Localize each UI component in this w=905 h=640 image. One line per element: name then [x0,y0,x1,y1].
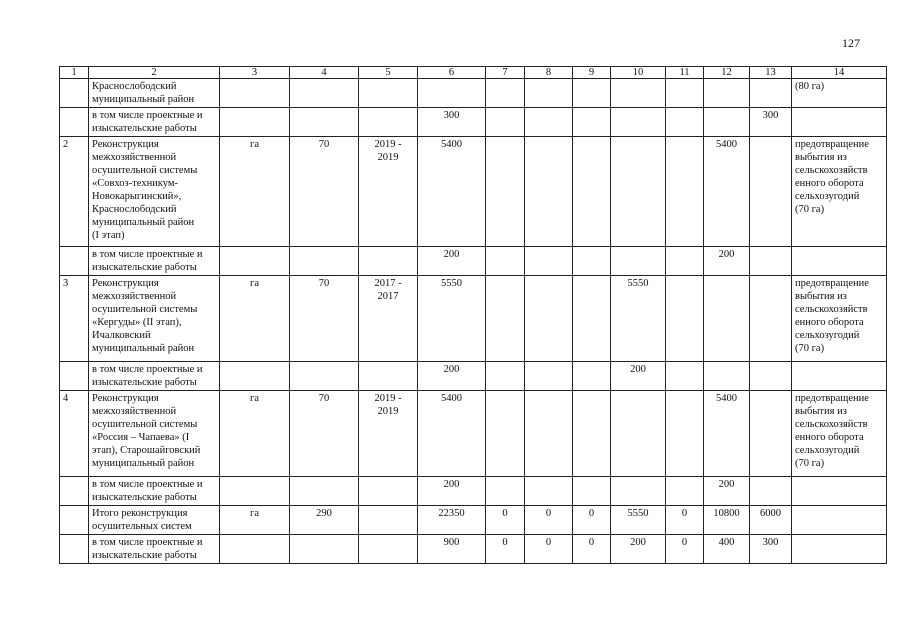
table-cell [290,362,359,391]
table-cell [792,535,887,564]
table-row [60,247,887,276]
table-cell [611,137,666,247]
table-cell: в том числе проектные и изыскательские работы [89,477,220,506]
table-cell: 5550 [611,276,666,362]
table-cell [573,477,611,506]
table-cell: 22350 [418,506,486,535]
table-cell [792,108,887,137]
table-cell [486,391,525,477]
table-cell [573,108,611,137]
table-cell: га [220,276,290,362]
table-cell [573,79,611,108]
table-cell: 0 [666,506,704,535]
table-cell [525,247,573,276]
table-cell: предотвращение выбытия из сельскохозяйств енного оборота сельхозугодий (70 га) [792,391,887,477]
table-cell [359,247,418,276]
header-cell-2: 2 [89,67,220,79]
table-cell [611,247,666,276]
table-cell: 2017 - 2017 [359,276,418,362]
table-cell: 200 [418,362,486,391]
table-cell [290,108,359,137]
table-cell [704,79,750,108]
table-cell: га [220,391,290,477]
table-cell: 200 [704,477,750,506]
table-cell [486,247,525,276]
table-cell [573,362,611,391]
table-row [60,79,887,108]
table-cell: га [220,506,290,535]
table-row [60,137,887,247]
table-cell [60,79,89,108]
table-cell [486,276,525,362]
table-cell [486,108,525,137]
table-cell: 200 [611,535,666,564]
table-cell [359,108,418,137]
table-cell [60,108,89,137]
table-cell [359,506,418,535]
table-cell [573,247,611,276]
table-cell [525,477,573,506]
table-cell: 300 [750,108,792,137]
table-cell: га [220,137,290,247]
page-number: 127 [842,36,860,50]
table-cell: 0 [486,535,525,564]
table-cell: 5550 [418,276,486,362]
table-cell [60,535,89,564]
table-cell: 5400 [418,137,486,247]
table-cell: 0 [573,506,611,535]
table-cell [573,137,611,247]
table-cell: 4 [60,391,89,477]
table-cell [792,247,887,276]
table-cell [290,535,359,564]
table-cell: 2019 - 2019 [359,391,418,477]
table-cell [573,391,611,477]
table-cell: в том числе проектные и изыскательские работы [89,535,220,564]
table-row [60,362,887,391]
table-cell [704,276,750,362]
table-cell [666,247,704,276]
table-cell: Итого реконструкция осушительных систем [89,506,220,535]
header-cell-12: 12 [704,67,750,79]
header-cell-14: 14 [792,67,887,79]
table-cell [220,477,290,506]
table-cell: 290 [290,506,359,535]
table-cell [666,108,704,137]
table-cell: в том числе проектные и изыскательские работы [89,247,220,276]
table-cell [359,79,418,108]
header-cell-9: 9 [573,67,611,79]
table-cell [60,362,89,391]
header-row [60,67,887,79]
table-cell [418,79,486,108]
table-cell [792,506,887,535]
header-cell-3: 3 [220,67,290,79]
table-cell: Реконструкция межхозяйственной осушительной системы «Россия – Чапаева» (I этап), Старошайговский муниципальный район [89,391,220,477]
table-row [60,477,887,506]
table-cell [611,108,666,137]
header-cell-11: 11 [666,67,704,79]
table-cell [220,535,290,564]
table-cell: Реконструкция межхозяйственной осушительной системы «Кергуды» (II этап), Ичалковский муниципальный район [89,276,220,362]
table-cell: 70 [290,276,359,362]
table-cell: 2 [60,137,89,247]
table-cell [220,362,290,391]
table-cell: Реконструкция межхозяйственной осушительной системы «Совхоз-техникум- Новокарыгинский», Краснослободский муниципальный район (I этап) [89,137,220,247]
table-cell [750,247,792,276]
table-cell [486,79,525,108]
table-cell [525,108,573,137]
table-row [60,391,887,477]
table-cell [750,477,792,506]
table-cell: 70 [290,391,359,477]
table-cell [666,137,704,247]
table-row [60,108,887,137]
table-cell [290,477,359,506]
table-cell [525,362,573,391]
table-cell [60,247,89,276]
table-cell: 5400 [704,137,750,247]
table-cell: 400 [704,535,750,564]
table-cell [666,79,704,108]
table-cell [792,477,887,506]
table-cell [525,276,573,362]
table-cell: (80 га) [792,79,887,108]
table-cell: предотвращение выбытия из сельскохозяйств енного оборота сельхозугодий (70 га) [792,137,887,247]
table-cell [750,137,792,247]
table-cell [750,79,792,108]
header-cell-6: 6 [418,67,486,79]
table-cell [220,108,290,137]
table-cell [290,247,359,276]
header-cell-5: 5 [359,67,418,79]
table-cell: 6000 [750,506,792,535]
table-cell [666,477,704,506]
table-cell: 0 [486,506,525,535]
table-cell: 200 [704,247,750,276]
table-cell: 200 [418,247,486,276]
table-row [60,535,887,564]
table-cell [666,362,704,391]
table-cell [525,79,573,108]
table-cell: 5550 [611,506,666,535]
table-cell [666,391,704,477]
table-cell [611,477,666,506]
header-cell-4: 4 [290,67,359,79]
table-cell: 3 [60,276,89,362]
table-cell: 300 [418,108,486,137]
table-cell: 2019 - 2019 [359,137,418,247]
table-cell: 300 [750,535,792,564]
table-cell [220,247,290,276]
table-cell [525,137,573,247]
table-cell: 70 [290,137,359,247]
table-cell: 5400 [418,391,486,477]
table-cell [573,276,611,362]
table-cell [611,79,666,108]
table-cell [750,362,792,391]
table-cell [750,391,792,477]
table-cell [290,79,359,108]
table-cell: 900 [418,535,486,564]
table-cell [486,362,525,391]
header-cell-8: 8 [525,67,573,79]
table-cell [60,477,89,506]
table-cell: 0 [573,535,611,564]
header-cell-13: 13 [750,67,792,79]
table-cell: 200 [418,477,486,506]
header-cell-10: 10 [611,67,666,79]
table-cell: предотвращение выбытия из сельскохозяйств енного оборота сельхозугодий (70 га) [792,276,887,362]
table-row [60,506,887,535]
table-cell [750,276,792,362]
table-cell [611,391,666,477]
document-table [59,66,887,564]
table-cell [486,137,525,247]
table-cell [486,477,525,506]
table-cell [60,506,89,535]
table-cell: в том числе проектные и изыскательские работы [89,108,220,137]
table-cell: 0 [525,506,573,535]
table-row [60,276,887,362]
header-cell-7: 7 [486,67,525,79]
table-cell: в том числе проектные и изыскательские работы [89,362,220,391]
table-cell [704,108,750,137]
table-cell: 5400 [704,391,750,477]
table-cell: Краснослободский муниципальный район [89,79,220,108]
table-cell [359,362,418,391]
table-cell: 200 [611,362,666,391]
header-cell-1: 1 [60,67,89,79]
table-cell [525,391,573,477]
table-cell [704,362,750,391]
table-cell [359,535,418,564]
table-cell: 0 [525,535,573,564]
table-cell [666,276,704,362]
table-cell [792,362,887,391]
table-cell [359,477,418,506]
table-cell: 0 [666,535,704,564]
table-cell: 10800 [704,506,750,535]
table-cell [220,79,290,108]
